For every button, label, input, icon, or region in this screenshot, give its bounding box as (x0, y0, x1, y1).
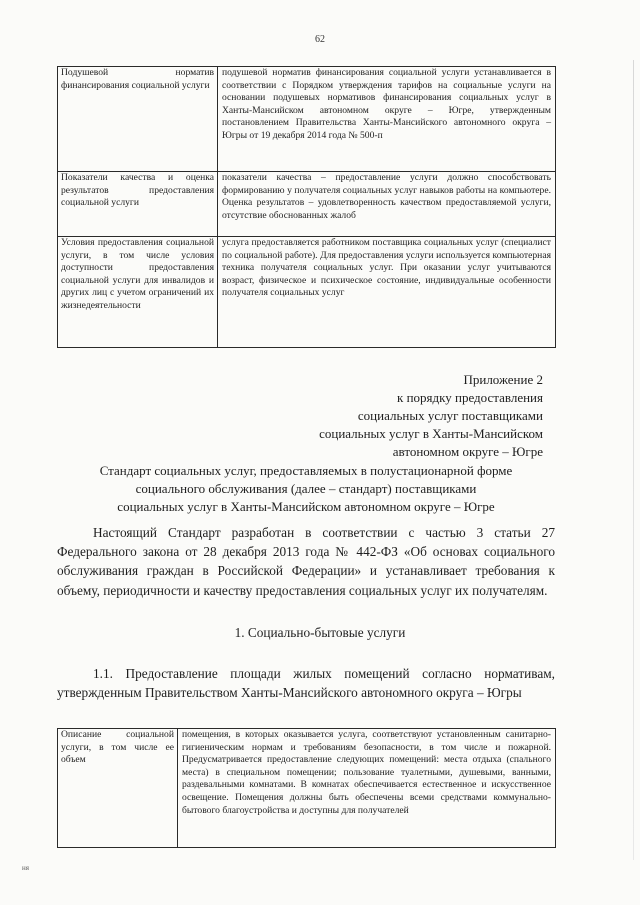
section-heading: 1. Социально-бытовые услуги (234, 625, 406, 640)
standard-title-line: социальных услуг в Ханты-Мансийском автономном округе – Югре (117, 499, 495, 514)
appendix-line: социальных услуг поставщиками (357, 408, 543, 423)
table-row (58, 729, 556, 848)
clause-1-1-table (57, 728, 556, 848)
row-label-quality-indicators: Показатели качества и оценка результатов предоставления социальной услуги (58, 172, 218, 237)
clause-1-1: 1.1. Предоставление площади жилых помещений согласно нормативам, утвержденным Правительством Ханты-Мансийского автономного округа – Югры (57, 666, 555, 700)
row-text-service-description: помещения, в которых оказывается услуга, соответствуют установленным санитарно-гигиеническим нормам и требованиям безопасности, в том числе и пожарной. Предусматривается предоставление следующих помещений: места отдыха (спального места) в специальном помещении; пользование туалетными, душевыми, ванными, раздевальными комнатами. В комнатах обеспечивается естественное и искусственное освещение. Помещения должны быть обеспечены всеми средствами коммунально-бытового благоустройства и доступны для получателей (178, 729, 556, 848)
page-number: 62 (315, 34, 325, 45)
appendix-line: социальных услуг в Ханты-Мансийском (319, 426, 543, 441)
row-text-financing-norm: подушевой норматив финансирования социальной услуги устанавливается в соответствии с Порядком утверждения тарифов на социальные услуги на основании подушевых нормативов финансирования социальных услуг в Ханты-Мансийском автономном округе – Югре, утвержденным постановлением Правительства Ханты-Мансийского автономного округа – Югры от 19 декабря 2014 года № 500-п (218, 67, 556, 172)
table-row (58, 237, 556, 348)
appendix-line: автономном округе – Югре (392, 444, 543, 459)
row-label-service-description: Описание социальной услуги, в том числе ее объем (58, 729, 178, 848)
scan-edge-line (633, 60, 634, 860)
appendix-line: к порядку предоставления (397, 390, 543, 405)
standard-title-line: Стандарт социальных услуг, предоставляемых в полустационарной форме (99, 463, 513, 478)
service-standard-table (57, 66, 556, 348)
corner-mark: ня (22, 864, 29, 872)
row-label-financing-norm: Подушевой норматив финансирования социальной услуги (58, 67, 218, 172)
appendix-line: Приложение 2 (463, 372, 543, 387)
standard-title (57, 462, 555, 516)
table-row (58, 172, 556, 237)
row-label-provision-conditions: Условия предоставления социальной услуги, в том числе условия доступности предоставления социальной услуги для инвалидов и других лиц с учетом ограничений их жизнедеятельности (58, 237, 218, 348)
row-text-provision-conditions: услуга предоставляется работником поставщика социальных услуг (специалист по социальной работе). Для предоставления услуги используется компьютерная техника получателя социальных услуг. При оказании услуг учитываются возраст, физическое и психическое состояние, индивидуальные особенности получателя социальных услуг (218, 237, 556, 348)
row-text-quality-indicators: показатели качества – предоставление услуги должно способствовать формированию у получателя социальных услуг навыков работы на компьютере. Оценка результатов – удовлетворенность качеством предоставляемой услуги, отсутствие обоснованных жалоб (218, 172, 556, 237)
appendix-heading (319, 371, 543, 461)
intro-paragraph: Настоящий Стандарт разработан в соответствии с частью 3 статьи 27 Федерального закона от 28 декабря 2013 года № 442-ФЗ «Об основах социального обслуживания граждан в Российской Федерации» и устанавливает требования к объему, периодичности и качеству предоставления социальных услуг их получателям. (57, 525, 555, 598)
table-row (58, 67, 556, 172)
standard-title-line: социального обслуживания (далее – стандарт) поставщиками (135, 481, 477, 496)
